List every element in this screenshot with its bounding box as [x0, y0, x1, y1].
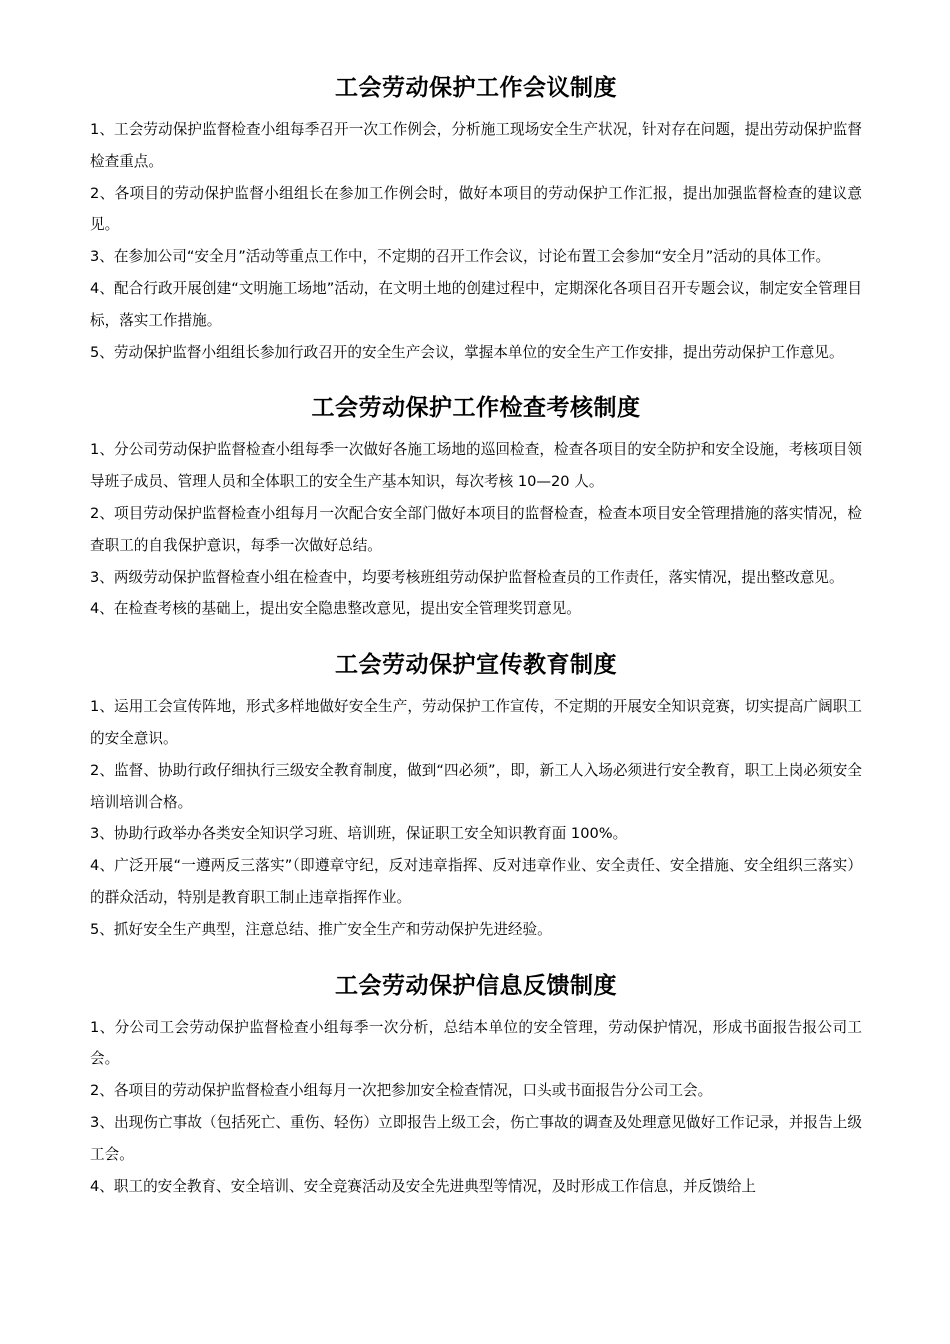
paragraph: 3、在参加公司“安全月”活动等重点工作中，不定期的召开工作会议，讨论布置工会参加“安全月”活动的具体工作。 — [90, 248, 831, 266]
paragraph: 4、配合行政开展创建“文明施工场地”活动，在文明土地的创建过程中，定期深化各项目召开专题会议，制定安全管理目标，落实工作措施。 — [90, 279, 862, 329]
paragraph: 4、在检查考核的基础上，提出安全隐患整改意见，提出安全管理奖罚意见。 — [90, 600, 581, 618]
section-meeting-system — [90, 68, 862, 368]
paragraph: 3、两级劳动保护监督检查小组在检查中，均要考核班组劳动保护监督检查员的工作责任，落实情况，提出整改意见。 — [90, 568, 844, 586]
paragraph: 2、各项目的劳动保护监督小组组长在参加工作例会时，做好本项目的劳动保护工作汇报，提出加强监督检查的建议意见。 — [90, 184, 862, 234]
paragraph: 2、项目劳动保护监督检查小组每月一次配合安全部门做好本项目的监督检查，检查本项目安全管理措施的落实情况，检查职工的自我保护意识，每季一次做好总结。 — [90, 504, 862, 554]
section-title: 工会劳动保护工作检查考核制度 — [311, 395, 641, 422]
document-page — [90, 68, 862, 1202]
paragraph: 3、协助行政举办各类安全知识学习班、培训班，保证职工安全知识教育面 100%。 — [90, 825, 628, 843]
paragraph: 4、广泛开展“一遵两反三落实”（即遵章守纪，反对违章指挥、反对违章作业、安全责任、安全措施、安全组织三落实）的群众活动，特别是教育职工制止违章指挥作业。 — [90, 857, 862, 906]
section-title: 工会劳动保护工作会议制度 — [335, 75, 617, 101]
paragraph: 2、监督、协助行政仔细执行三级安全教育制度，做到“四必须”，即，新工人入场必须进行安全教育，职工上岗必须安全培训培训合格。 — [90, 761, 862, 811]
section-title: 工会劳动保护信息反馈制度 — [335, 972, 617, 999]
section-feedback-system — [90, 966, 862, 1203]
paragraph: 4、职工的安全教育、安全培训、安全竞赛活动及安全先进典型等情况，及时形成工作信息，并反馈给上 — [90, 1177, 757, 1195]
paragraph: 1、运用工会宣传阵地，形式多样地做好安全生产，劳动保护工作宣传，不定期的开展安全知识竞赛，切实提高广阔职工的安全意识。 — [90, 698, 862, 747]
paragraph: 1、分公司劳动保护监督检查小组每季一次做好各施工场地的巡回检查，检查各项目的安全防护和安全设施，考核项目领导班子成员、管理人员和全体职工的安全生产基本知识，每次考核 10—20 人。 — [90, 441, 862, 491]
paragraph: 3、出现伤亡事故（包括死亡、重伤、轻伤）立即报告上级工会，伤亡事故的调查及处理意见做好工作记录，并报告上级工会。 — [90, 1113, 862, 1163]
section-gap — [90, 946, 862, 966]
paragraph: 1、工会劳动保护监督检查小组每季召开一次工作例会，分析施工现场安全生产状况，针对存在问题，提出劳动保护监督检查重点。 — [90, 121, 862, 170]
section-gap — [90, 625, 862, 645]
section-gap — [90, 368, 862, 388]
paragraph: 5、劳动保护监督小组组长参加行政召开的安全生产会议，掌握本单位的安全生产工作安排，提出劳动保护工作意见。 — [90, 343, 844, 361]
paragraph: 5、抓好安全生产典型，注意总结、推广安全生产和劳动保护先进经验。 — [90, 920, 552, 938]
paragraph: 1、分公司工会劳动保护监督检查小组每季一次分析，总结本单位的安全管理，劳动保护情况，形成书面报告报公司工会。 — [90, 1018, 862, 1068]
paragraph: 2、各项目的劳动保护监督检查小组每月一次把参加安全检查情况，口头或书面报告分公司工会。 — [90, 1082, 713, 1100]
section-title: 工会劳动保护宣传教育制度 — [335, 652, 617, 679]
section-education-system — [90, 645, 862, 945]
section-inspection-system — [90, 388, 862, 625]
